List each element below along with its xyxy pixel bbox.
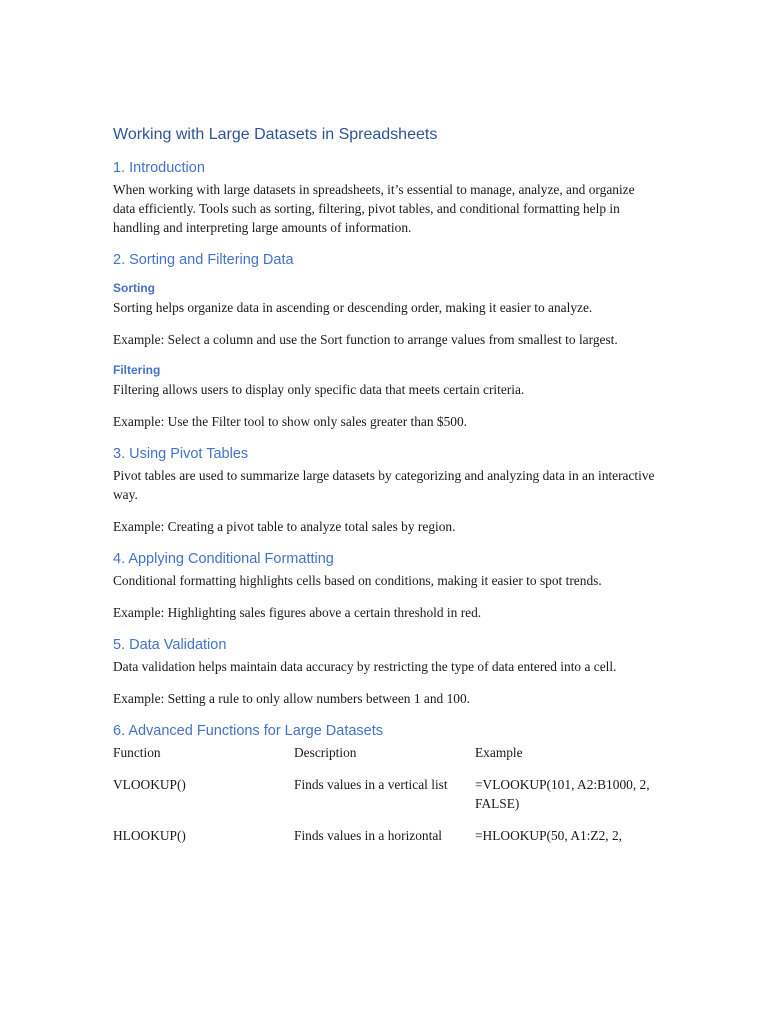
section-heading-sorting-filtering: 2. Sorting and Filtering Data bbox=[113, 252, 294, 268]
pivot-paragraph: Pivot tables are used to summarize large datasets by categorizing and analyzing data in an interactive way. bbox=[113, 468, 655, 502]
section-heading-pivot-tables: 3. Using Pivot Tables bbox=[113, 446, 249, 462]
introduction-paragraph: When working with large datasets in spreadsheets, it’s essential to manage, analyze, and organize data efficiently. Tools such as sorting, filtering, pivot tables, and conditional formatting help in handling and interpreting large amounts of information. bbox=[113, 182, 635, 235]
table-cell: HLOOKUP() bbox=[113, 828, 186, 843]
sorting-paragraph: Sorting helps organize data in ascending or descending order, making it easier to analyze. bbox=[113, 300, 593, 315]
table-header-cell: Description bbox=[294, 745, 357, 760]
validation-example: Example: Setting a rule to only allow numbers between 1 and 100. bbox=[113, 691, 471, 706]
sorting-example: Example: Select a column and use the Sort function to arrange values from smallest to largest. bbox=[113, 332, 618, 347]
table-row bbox=[113, 775, 658, 826]
conditional-example: Example: Highlighting sales figures above a certain threshold in red. bbox=[113, 605, 482, 620]
conditional-paragraph: Conditional formatting highlights cells based on conditions, making it easier to spot trends. bbox=[113, 573, 602, 588]
table-cell: VLOOKUP() bbox=[113, 777, 186, 792]
pivot-example: Example: Creating a pivot table to analyze total sales by region. bbox=[113, 519, 456, 534]
document-title: Working with Large Datasets in Spreadsheets bbox=[113, 126, 438, 143]
section-heading-data-validation: 5. Data Validation bbox=[113, 637, 227, 653]
table-cell: Finds values in a horizontal bbox=[294, 828, 443, 843]
document-page bbox=[113, 124, 658, 858]
table-header-cell: Example bbox=[475, 745, 523, 760]
table-cell: =VLOOKUP(101, A2:B1000, 2, FALSE) bbox=[475, 777, 650, 811]
validation-paragraph: Data validation helps maintain data accuracy by restricting the type of data entered into a cell. bbox=[113, 659, 617, 674]
table-cell: Finds values in a vertical list bbox=[294, 777, 448, 792]
table-row bbox=[113, 826, 658, 858]
filtering-paragraph: Filtering allows users to display only specific data that meets certain criteria. bbox=[113, 382, 525, 397]
section-heading-advanced-functions: 6. Advanced Functions for Large Datasets bbox=[113, 723, 384, 739]
functions-table bbox=[113, 743, 658, 858]
section-heading-introduction: 1. Introduction bbox=[113, 160, 205, 176]
table-header-cell: Function bbox=[113, 745, 161, 760]
table-header-row bbox=[113, 743, 658, 775]
subheading-filtering: Filtering bbox=[113, 363, 161, 377]
filtering-example: Example: Use the Filter tool to show only sales greater than $500. bbox=[113, 414, 468, 429]
section-heading-conditional-formatting: 4. Applying Conditional Formatting bbox=[113, 551, 334, 567]
subheading-sorting: Sorting bbox=[113, 281, 155, 295]
table-cell: =HLOOKUP(50, A1:Z2, 2, bbox=[475, 828, 623, 843]
